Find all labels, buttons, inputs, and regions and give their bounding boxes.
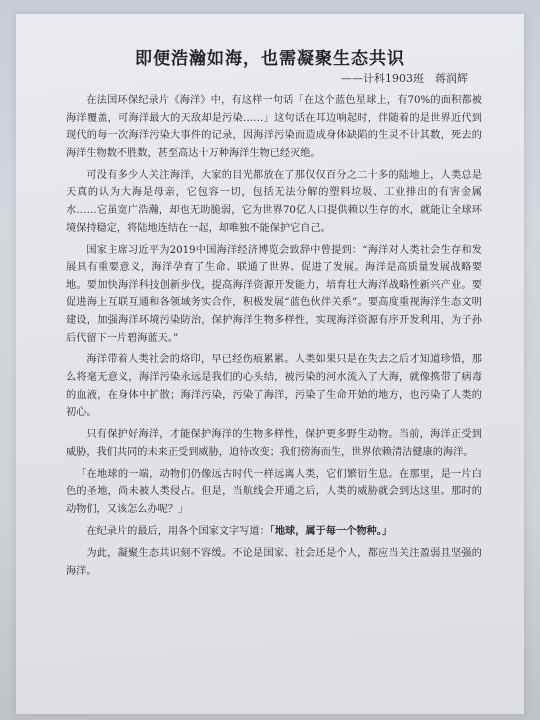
document-page [16,14,524,714]
closing-quote: 「地球，属于每一个物种。」 [269,525,393,537]
paragraph-4: 海洋带着人类社会的烙印，早已经伤痕累累。人类如果只是在失去之后才知道珍惜，那么将毫无意义，海洋污染永远是我们的心头结，被污染的河水流入了大海，就像携带了病毒的血液，在身体中扩散；海洋污染，污染了海洋，污染了生命开始的地方，也污染了人类的初心。 [66,354,482,419]
closing-prefix: 在纪录片的最后，用各个国家文字写道： [86,526,270,537]
paragraph-3: 国家主席习近平为2019中国海洋经济博览会致辞中曾提到：“海洋对人类社会生存和发展具有重要意义，海洋孕育了生命、联通了世界、促进了发展。海洋是高质量发展战略要地。要加快海洋科技创新步伐，提高海洋资源开发能力，培育壮大海洋战略性新兴产业。要促进海上互联互通和各领域务实合作，积极发展“蓝色伙伴关系”。要高度重视海洋生态文明建设，加强海洋环境污染防治，保护海洋生物多样性，实现海洋资源有序开发利用，为子孙后代留下一片碧海蓝天。” [66,244,482,344]
document-body [66,92,482,585]
paragraph-6-quote: 「在地球的一端，动物们仍像远古时代一样远离人类，它们繁衍生息。在那里，是一片白色的圣地，尚未被人类侵占。但是，当航线会开通之后，人类的威胁就会到达这里。那时的动物们，又该怎么办呢？」 [66,468,482,516]
document-title: 即便浩瀚如海，也需凝聚生态共识 [135,49,405,69]
paragraph-final: 为此，凝聚生态共识刻不容缓。不论是国家、社会还是个人，都应当关注盈弱且坚强的海洋。 [66,547,482,577]
paragraph-closing [66,523,482,541]
paragraph-5: 只有保护好海洋，才能保护海洋的生物多样性，保护更多野生动物。当前，海洋正受到威胁，我们共同的未来正受到威胁，迫待改变；我们傍海而生，世界依赖清洁健康的海洋。 [66,429,482,458]
paragraph-2: 可没有多少人关注海洋，大家的目光都放在了那仅仅百分之二十多的陆地上，人类总是天真的认为大海是母亲，它包容一切，包括无法分解的塑料垃圾、工业排出的有害金属水……它虽宽广浩瀚，却也无助脆弱，它为世界70亿人口提供赖以生存的水，就能让全球环境保持稳定，将陆地连结在一起，却唯独不能保护它自己。 [66,169,482,234]
paragraph-1: 在法国环保纪录片《海洋》中，有这样一句话「在这个蓝色星球上，有70%的面积都被海洋覆盖，可海洋最大的天敌却是污染……」这句话在耳边响起时，伴随着的是世界近代到现代的每一次海洋污染大事件的记录，因海洋污染而造成身体缺陷的生灵不计其数，死去的海洋生物数不胜数，甚至高达十万种海洋生物已经灭绝。 [66,95,482,159]
author-byline: ——计科1903班 蒋润辉 [341,72,468,85]
